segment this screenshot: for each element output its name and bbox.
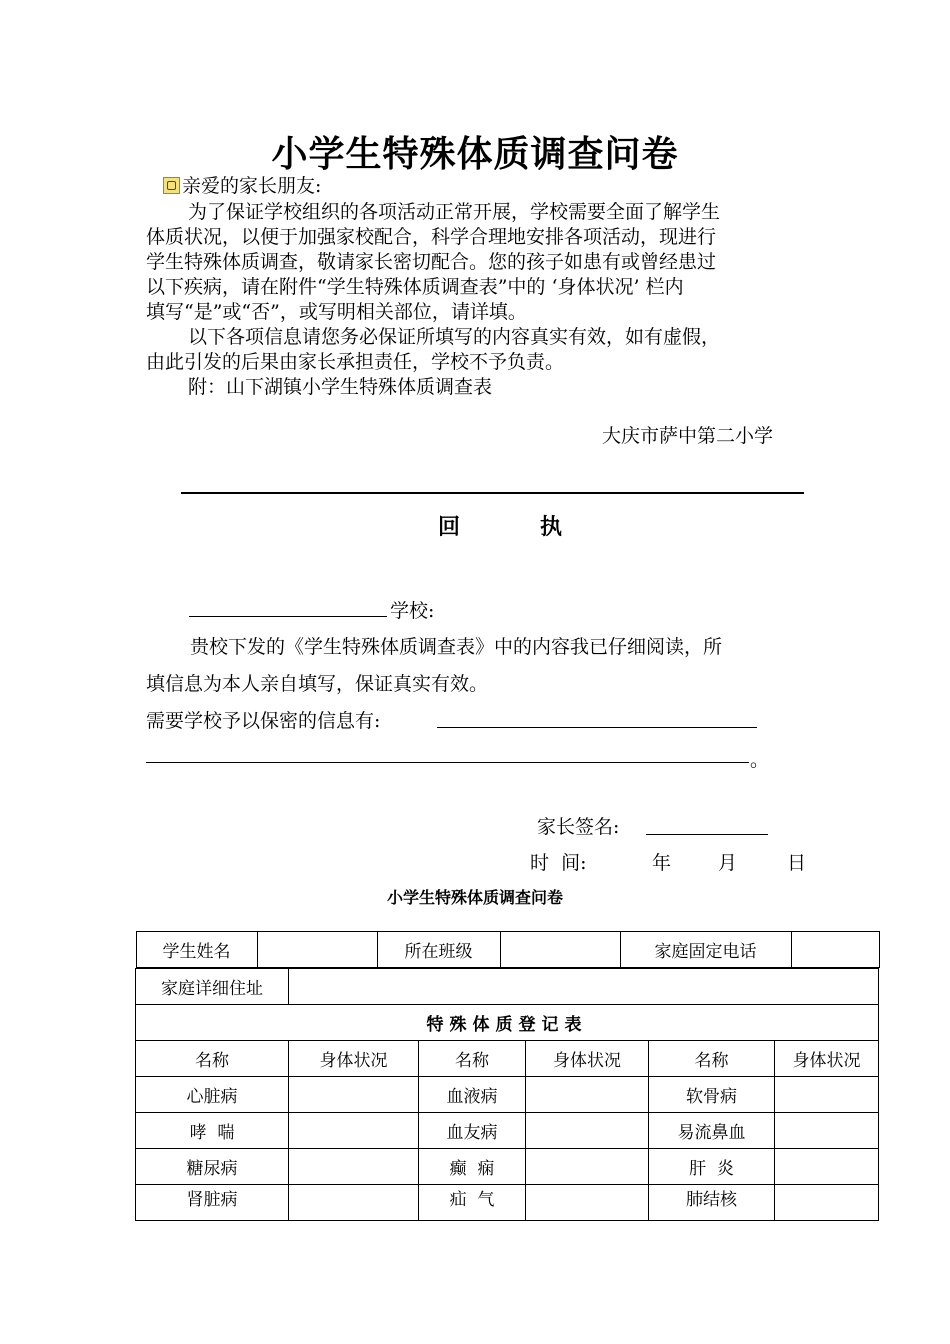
para2-line: 以下各项信息请您务必保证所填写的内容真实有效，如有虚假， — [188, 326, 721, 348]
para1-line: 学生特殊体质调查，敬请家长密切配合。您的孩子如患有或曾经患过 — [146, 251, 717, 273]
table-row — [136, 1077, 879, 1113]
divider-line — [181, 492, 804, 494]
disease-name: 心脏病 — [136, 1077, 289, 1113]
phone-field[interactable] — [791, 932, 879, 968]
phone-label: 家庭固定电话 — [620, 932, 791, 968]
disease-name: 软骨病 — [649, 1077, 775, 1113]
para1-line: 为了保证学校组织的各项活动正常开展，学校需要全面了解学生 — [188, 201, 721, 223]
address-field[interactable] — [289, 969, 879, 1005]
col-status-header: 身体状况 — [289, 1041, 419, 1077]
school-label: 学校: — [390, 600, 435, 622]
confidential-blank-1[interactable] — [437, 727, 757, 728]
address-label: 家庭详细住址 — [136, 969, 289, 1005]
disease-name: 疝 气 — [419, 1185, 526, 1221]
receipt-body-line-1: 贵校下发的《学生特殊体质调查表》中的内容我已仔细阅读，所 — [190, 636, 723, 658]
para1-line: 体质状况，以便于加强家校配合，科学合理地安排各项活动，现进行 — [146, 226, 717, 248]
para2-line: 由此引发的后果由家长承担责任，学校不予负责。 — [146, 351, 565, 373]
student-name-label: 学生姓名 — [136, 932, 257, 968]
greeting-line — [163, 174, 321, 199]
table-title: 小学生特殊体质调查问卷 — [386, 888, 563, 907]
receipt-title-left: 回 — [438, 515, 461, 540]
confidential-label: 需要学校予以保密的信息有: — [146, 710, 381, 732]
school-name-blank[interactable] — [189, 616, 387, 617]
status-field[interactable] — [526, 1185, 649, 1221]
status-field[interactable] — [526, 1113, 649, 1149]
receipt-body-line-2: 填信息为本人亲自填写，保证真实有效。 — [146, 673, 489, 695]
notice-paragraph-2 — [146, 325, 816, 375]
signature-school: 大庆市萨中第二小学 — [602, 425, 774, 447]
col-status-header: 身体状况 — [775, 1041, 879, 1077]
note-icon — [163, 177, 180, 194]
status-field[interactable] — [775, 1149, 879, 1185]
status-field[interactable] — [526, 1077, 649, 1113]
column-header-row — [136, 1041, 879, 1077]
date-label: 时 间: — [530, 852, 587, 874]
greeting: 亲爱的家长朋友: — [182, 175, 322, 197]
table-row — [136, 1113, 879, 1149]
class-field[interactable] — [500, 932, 620, 968]
table-row — [136, 1149, 879, 1185]
status-field[interactable] — [526, 1149, 649, 1185]
table-row — [136, 1185, 879, 1221]
status-field[interactable] — [289, 1077, 419, 1113]
status-field[interactable] — [289, 1113, 419, 1149]
notice-paragraph-1 — [146, 200, 816, 325]
status-field[interactable] — [775, 1077, 879, 1113]
col-name-header: 名称 — [649, 1041, 775, 1077]
disease-name: 肾脏病 — [136, 1185, 289, 1221]
class-label: 所在班级 — [377, 932, 500, 968]
disease-name: 癫 痫 — [419, 1149, 526, 1185]
disease-name: 肝 炎 — [649, 1149, 775, 1185]
date-year: 年 — [652, 852, 672, 874]
parent-sign-blank[interactable] — [646, 834, 768, 835]
disease-name: 血液病 — [419, 1077, 526, 1113]
end-mark: 。 — [750, 749, 770, 771]
attachment-note: 附：山下湖镇小学生特殊体质调查表 — [188, 376, 493, 398]
survey-table — [135, 931, 879, 1221]
register-header: 特殊体质登记表 — [136, 1005, 879, 1041]
disease-name: 糖尿病 — [136, 1149, 289, 1185]
disease-name: 肺结核 — [649, 1185, 775, 1221]
disease-name: 易流鼻血 — [649, 1113, 775, 1149]
date-month: 月 — [718, 852, 738, 874]
col-status-header: 身体状况 — [526, 1041, 649, 1077]
col-name-header: 名称 — [419, 1041, 526, 1077]
parent-sign-label: 家长签名: — [537, 816, 620, 838]
disease-name: 血友病 — [419, 1113, 526, 1149]
status-field[interactable] — [289, 1185, 419, 1221]
student-name-field[interactable] — [257, 932, 377, 968]
status-field[interactable] — [775, 1113, 879, 1149]
status-field[interactable] — [289, 1149, 419, 1185]
page-title: 小学生特殊体质调查问卷 — [271, 134, 679, 175]
disease-name: 哮 喘 — [136, 1113, 289, 1149]
confidential-blank-2[interactable] — [146, 762, 749, 763]
status-field[interactable] — [775, 1185, 879, 1221]
para1-line: 填写“是”或“否”，或写明相关部位，请详填。 — [146, 301, 527, 323]
col-name-header: 名称 — [136, 1041, 289, 1077]
date-day: 日 — [787, 852, 807, 874]
para1-line: 以下疾病，请在附件“学生特殊体质调查表”中的 ‘身体状况’ 栏内 — [146, 276, 684, 298]
receipt-title-right: 执 — [540, 515, 563, 540]
